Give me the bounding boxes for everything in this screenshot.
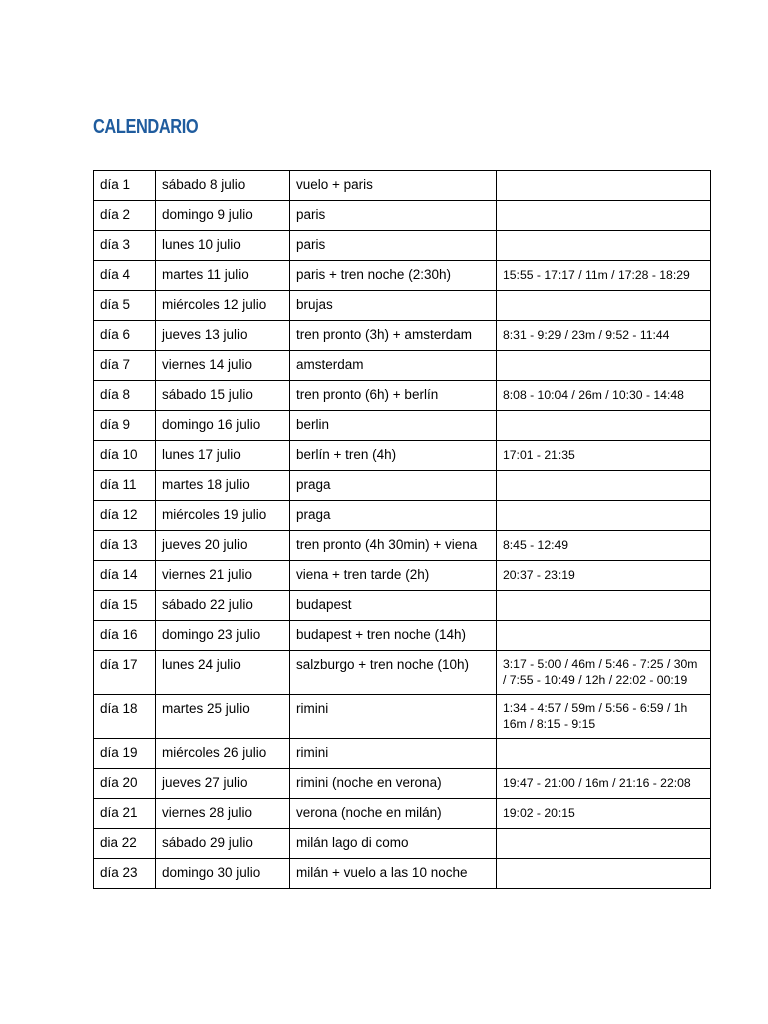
plan-cell: berlin xyxy=(290,411,497,441)
date-cell: jueves 20 julio xyxy=(156,531,290,561)
day-cell: día 21 xyxy=(94,799,156,829)
date-cell: miércoles 19 julio xyxy=(156,501,290,531)
date-cell: jueves 13 julio xyxy=(156,321,290,351)
day-cell: día 23 xyxy=(94,859,156,889)
plan-cell: viena + tren tarde (2h) xyxy=(290,561,497,591)
times-cell xyxy=(497,829,711,859)
plan-cell: milán + vuelo a las 10 noche xyxy=(290,859,497,889)
day-cell: día 11 xyxy=(94,471,156,501)
date-cell: domingo 16 julio xyxy=(156,411,290,441)
table-row xyxy=(94,441,711,471)
table-row xyxy=(94,411,711,441)
plan-cell: budapest + tren noche (14h) xyxy=(290,621,497,651)
day-cell: día 9 xyxy=(94,411,156,441)
date-cell: miércoles 12 julio xyxy=(156,291,290,321)
times-cell xyxy=(497,621,711,651)
day-cell: día 17 xyxy=(94,651,156,695)
times-cell xyxy=(497,411,711,441)
times-cell: 8:45 - 12:49 xyxy=(497,531,711,561)
table-row xyxy=(94,561,711,591)
table-row xyxy=(94,351,711,381)
day-cell: día 3 xyxy=(94,231,156,261)
times-cell xyxy=(497,859,711,889)
day-cell: día 14 xyxy=(94,561,156,591)
table-row xyxy=(94,621,711,651)
table-row xyxy=(94,769,711,799)
date-cell: martes 25 julio xyxy=(156,695,290,739)
plan-cell: paris xyxy=(290,231,497,261)
day-cell: día 18 xyxy=(94,695,156,739)
table-row xyxy=(94,799,711,829)
date-cell: martes 11 julio xyxy=(156,261,290,291)
table-row xyxy=(94,859,711,889)
day-cell: día 10 xyxy=(94,441,156,471)
table-row xyxy=(94,739,711,769)
date-cell: sábado 22 julio xyxy=(156,591,290,621)
plan-cell: rimini xyxy=(290,739,497,769)
table-row xyxy=(94,381,711,411)
date-cell: sábado 8 julio xyxy=(156,171,290,201)
times-cell: 19:47 - 21:00 / 16m / 21:16 - 22:08 xyxy=(497,769,711,799)
table-row xyxy=(94,501,711,531)
plan-cell: vuelo + paris xyxy=(290,171,497,201)
plan-cell: tren pronto (3h) + amsterdam xyxy=(290,321,497,351)
times-cell xyxy=(497,231,711,261)
date-cell: domingo 9 julio xyxy=(156,201,290,231)
date-cell: viernes 14 julio xyxy=(156,351,290,381)
times-cell xyxy=(497,471,711,501)
plan-cell: budapest xyxy=(290,591,497,621)
table-row xyxy=(94,201,711,231)
date-cell: viernes 21 julio xyxy=(156,561,290,591)
times-cell: 20:37 - 23:19 xyxy=(497,561,711,591)
page-title: CALENDARIO xyxy=(93,116,199,138)
times-cell: 1:34 - 4:57 / 59m / 5:56 - 6:59 / 1h 16m / 8:15 - 9:15 xyxy=(497,695,711,739)
date-cell: lunes 17 julio xyxy=(156,441,290,471)
plan-cell: salzburgo + tren noche (10h) xyxy=(290,651,497,695)
day-cell: día 8 xyxy=(94,381,156,411)
table-row xyxy=(94,171,711,201)
day-cell: día 19 xyxy=(94,739,156,769)
date-cell: lunes 10 julio xyxy=(156,231,290,261)
times-cell: 8:08 - 10:04 / 26m / 10:30 - 14:48 xyxy=(497,381,711,411)
table-row xyxy=(94,591,711,621)
day-cell: día 12 xyxy=(94,501,156,531)
plan-cell: amsterdam xyxy=(290,351,497,381)
itinerary-table xyxy=(93,170,711,889)
date-cell: viernes 28 julio xyxy=(156,799,290,829)
times-cell xyxy=(497,351,711,381)
plan-cell: verona (noche en milán) xyxy=(290,799,497,829)
times-cell: 19:02 - 20:15 xyxy=(497,799,711,829)
times-cell xyxy=(497,739,711,769)
date-cell: lunes 24 julio xyxy=(156,651,290,695)
times-cell xyxy=(497,591,711,621)
day-cell: día 7 xyxy=(94,351,156,381)
plan-cell: berlín + tren (4h) xyxy=(290,441,497,471)
plan-cell: tren pronto (6h) + berlín xyxy=(290,381,497,411)
date-cell: domingo 23 julio xyxy=(156,621,290,651)
day-cell: día 13 xyxy=(94,531,156,561)
times-cell xyxy=(497,171,711,201)
plan-cell: rimini (noche en verona) xyxy=(290,769,497,799)
day-cell: día 15 xyxy=(94,591,156,621)
times-cell xyxy=(497,201,711,231)
times-cell: 8:31 - 9:29 / 23m / 9:52 - 11:44 xyxy=(497,321,711,351)
table-row xyxy=(94,261,711,291)
table-row xyxy=(94,471,711,501)
times-cell: 3:17 - 5:00 / 46m / 5:46 - 7:25 / 30m / 7:55 - 10:49 / 12h / 22:02 - 00:19 xyxy=(497,651,711,695)
table-row xyxy=(94,231,711,261)
plan-cell: paris xyxy=(290,201,497,231)
date-cell: miércoles 26 julio xyxy=(156,739,290,769)
times-cell: 17:01 - 21:35 xyxy=(497,441,711,471)
date-cell: sábado 29 julio xyxy=(156,829,290,859)
date-cell: domingo 30 julio xyxy=(156,859,290,889)
plan-cell: praga xyxy=(290,471,497,501)
day-cell: dia 22 xyxy=(94,829,156,859)
table-row xyxy=(94,321,711,351)
times-cell xyxy=(497,501,711,531)
times-cell: 15:55 - 17:17 / 11m / 17:28 - 18:29 xyxy=(497,261,711,291)
day-cell: día 16 xyxy=(94,621,156,651)
table-row xyxy=(94,291,711,321)
date-cell: martes 18 julio xyxy=(156,471,290,501)
plan-cell: brujas xyxy=(290,291,497,321)
table-row xyxy=(94,829,711,859)
table-row xyxy=(94,531,711,561)
day-cell: día 6 xyxy=(94,321,156,351)
plan-cell: milán lago di como xyxy=(290,829,497,859)
date-cell: sábado 15 julio xyxy=(156,381,290,411)
day-cell: día 1 xyxy=(94,171,156,201)
table-row xyxy=(94,651,711,695)
times-cell xyxy=(497,291,711,321)
plan-cell: praga xyxy=(290,501,497,531)
plan-cell: tren pronto (4h 30min) + viena xyxy=(290,531,497,561)
day-cell: día 5 xyxy=(94,291,156,321)
day-cell: día 20 xyxy=(94,769,156,799)
date-cell: jueves 27 julio xyxy=(156,769,290,799)
table-row xyxy=(94,695,711,739)
plan-cell: paris + tren noche (2:30h) xyxy=(290,261,497,291)
day-cell: día 4 xyxy=(94,261,156,291)
plan-cell: rimini xyxy=(290,695,497,739)
day-cell: día 2 xyxy=(94,201,156,231)
